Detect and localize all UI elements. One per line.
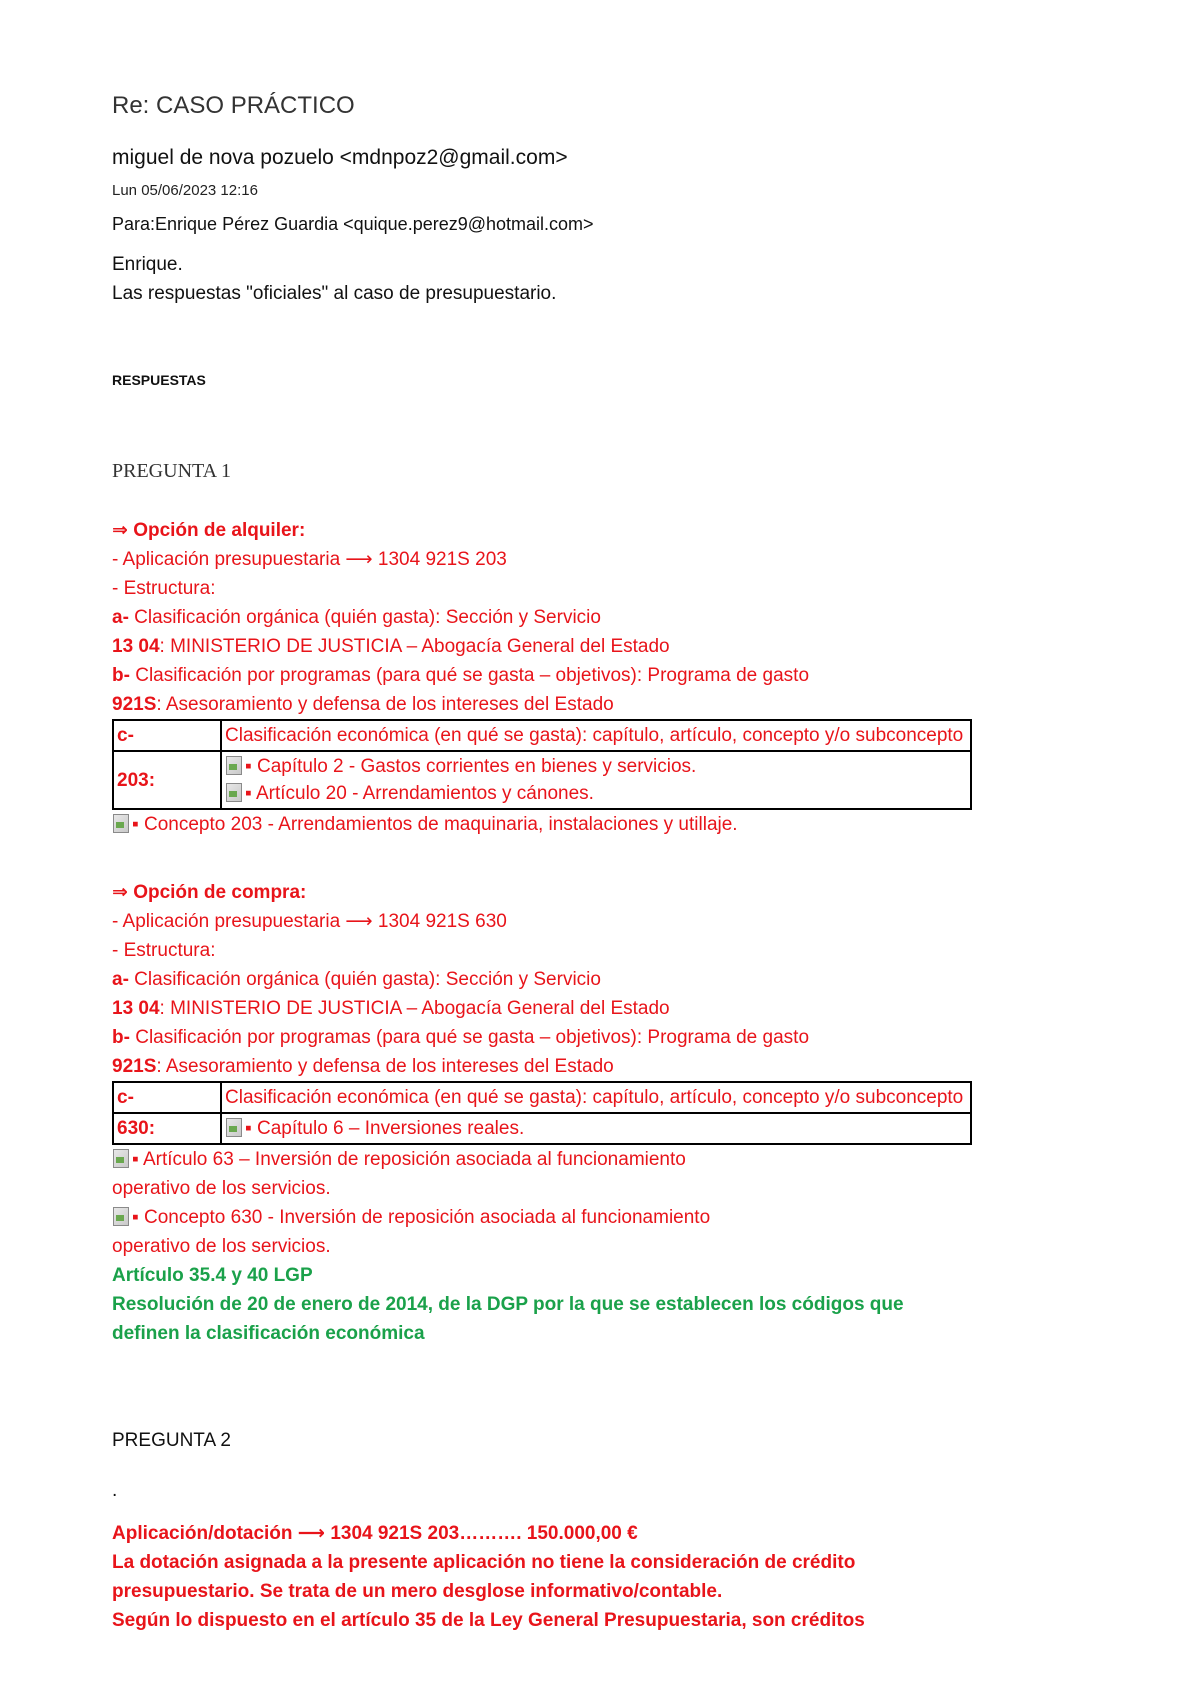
text-a: Clasificación orgánica (quién gasta): Sección y Servicio (128, 607, 601, 628)
capitulo-6-line: ▪ Capítulo 6 – Inversiones reales. (245, 1118, 525, 1139)
alquiler-programa (112, 690, 972, 719)
compra-estructura: - Estructura: (112, 940, 216, 961)
text-org: : MINISTERIO DE JUSTICIA – Abogacía General del Estado (159, 998, 670, 1019)
email-recipient[interactable]: Para:Enrique Pérez Guardia <quique.perez9@hotmail.com> (112, 214, 594, 234)
compra-clasif-programas (112, 1023, 972, 1052)
key-org: 13 04 (112, 636, 160, 657)
dotacion-explanation-1: La dotación asignada a la presente aplicación no tiene la consideración de crédito (112, 1552, 856, 1573)
greeting-line: Enrique. (112, 254, 183, 275)
compra-concepto-630 (112, 1203, 972, 1232)
concepto-203-line: ▪ Concepto 203 - Arrendamientos de maquinaria, instalaciones y utillaje. (132, 814, 738, 835)
intro-line: Las respuestas "oficiales" al caso de presupuestario. (112, 283, 557, 304)
pregunta-2-body (112, 1519, 865, 1635)
alquiler-economica-table (112, 719, 972, 810)
alquiler-heading: ⇒ Opción de alquiler: (112, 520, 306, 541)
email-sender[interactable]: miguel de nova pozuelo <mdnpoz2@gmail.com> (112, 146, 568, 169)
text-a: Clasificación orgánica (quién gasta): Sección y Servicio (128, 969, 601, 990)
text-b: Clasificación por programas (para qué se gasta – objetivos): Programa de gasto (129, 1027, 810, 1048)
table-key: 630: (113, 1113, 221, 1144)
compra-economica-table (112, 1081, 972, 1145)
compra-articulo-63-cont: operativo de los servicios. (112, 1178, 331, 1199)
table-row (113, 1113, 971, 1144)
resolution-reference-line1: Resolución de 20 de enero de 2014, de la DGP por la que se establecen los códigos que (112, 1294, 904, 1315)
broken-image-icon (112, 813, 130, 833)
articulo-20-line: ▪ Artículo 20 - Arrendamientos y cánones. (245, 783, 594, 804)
text-b: Clasificación por programas (para qué se gasta – objetivos): Programa de gasto (129, 665, 810, 686)
key-a: a- (112, 969, 129, 990)
resolution-reference-line2: definen la clasificación económica (112, 1323, 425, 1344)
broken-image-icon (112, 1148, 130, 1168)
table-row (113, 751, 971, 809)
text-org: : MINISTERIO DE JUSTICIA – Abogacía General del Estado (159, 636, 670, 657)
key-prog: 921S (112, 1056, 157, 1077)
compra-articulo-63 (112, 1145, 972, 1174)
key-a: a- (112, 607, 129, 628)
table-key: c- (113, 1082, 221, 1113)
dotacion-explanation-2: presupuestario. Se trata de un mero desglose informativo/contable. (112, 1581, 723, 1602)
concepto-630-line: ▪ Concepto 630 - Inversión de reposición asociada al funcionamiento (132, 1207, 711, 1228)
table-value: Clasificación económica (en qué se gasta): capítulo, artículo, concepto y/o subconcepto (221, 1082, 971, 1113)
key-b: b- (112, 1027, 130, 1048)
alquiler-ministerio (112, 632, 972, 661)
table-value (221, 1113, 971, 1144)
key-prog: 921S (112, 694, 157, 715)
email-date: Lun 05/06/2023 12:16 (112, 182, 258, 199)
alquiler-clasif-organica (112, 603, 972, 632)
email-subject: Re: CASO PRÁCTICO (112, 92, 355, 119)
separator-dot: . (112, 1480, 118, 1501)
broken-image-icon (225, 782, 243, 802)
key-b: b- (112, 665, 130, 686)
table-row (113, 1082, 971, 1113)
table-key: c- (113, 720, 221, 751)
compra-clasif-organica (112, 965, 972, 994)
respuestas-title: RESPUESTAS (112, 372, 206, 388)
compra-concepto-630-cont: operativo de los servicios. (112, 1236, 331, 1257)
table-value (221, 751, 971, 809)
dotacion-line: Aplicación/dotación ⟶ 1304 921S 203………. 150.000,00 € (112, 1523, 638, 1544)
broken-image-icon (112, 1206, 130, 1226)
compra-section (112, 878, 972, 1348)
capitulo-2-line: ▪ Capítulo 2 - Gastos corrientes en bienes y servicios. (245, 756, 697, 777)
compra-ministerio (112, 994, 972, 1023)
alquiler-concepto (112, 810, 972, 839)
text-prog: : Asesoramiento y defensa de los intereses del Estado (156, 1056, 614, 1077)
alquiler-clasif-programas (112, 661, 972, 690)
table-row (113, 720, 971, 751)
key-org: 13 04 (112, 998, 160, 1019)
broken-image-icon (225, 755, 243, 775)
compra-aplicacion: - Aplicación presupuestaria ⟶ 1304 921S 630 (112, 911, 507, 932)
pregunta-1-title: PREGUNTA 1 (112, 460, 231, 482)
articulo-63-line: ▪ Artículo 63 – Inversión de reposición asociada al funcionamiento (132, 1149, 686, 1170)
alquiler-section (112, 516, 972, 839)
table-value: Clasificación económica (en qué se gasta): capítulo, artículo, concepto y/o subconcepto (221, 720, 971, 751)
broken-image-icon (225, 1117, 243, 1137)
compra-heading: ⇒ Opción de compra: (112, 882, 307, 903)
alquiler-aplicacion: - Aplicación presupuestaria ⟶ 1304 921S 203 (112, 549, 507, 570)
compra-programa (112, 1052, 972, 1081)
email-greeting (112, 250, 556, 308)
legal-reference: Artículo 35.4 y 40 LGP (112, 1265, 313, 1286)
text-prog: : Asesoramiento y defensa de los intereses del Estado (156, 694, 614, 715)
table-key: 203: (113, 751, 221, 809)
dotacion-explanation-3: Según lo dispuesto en el artículo 35 de la Ley General Presupuestaria, son créditos (112, 1610, 865, 1631)
alquiler-estructura: - Estructura: (112, 578, 216, 599)
pregunta-2-title: PREGUNTA 2 (112, 1430, 231, 1451)
